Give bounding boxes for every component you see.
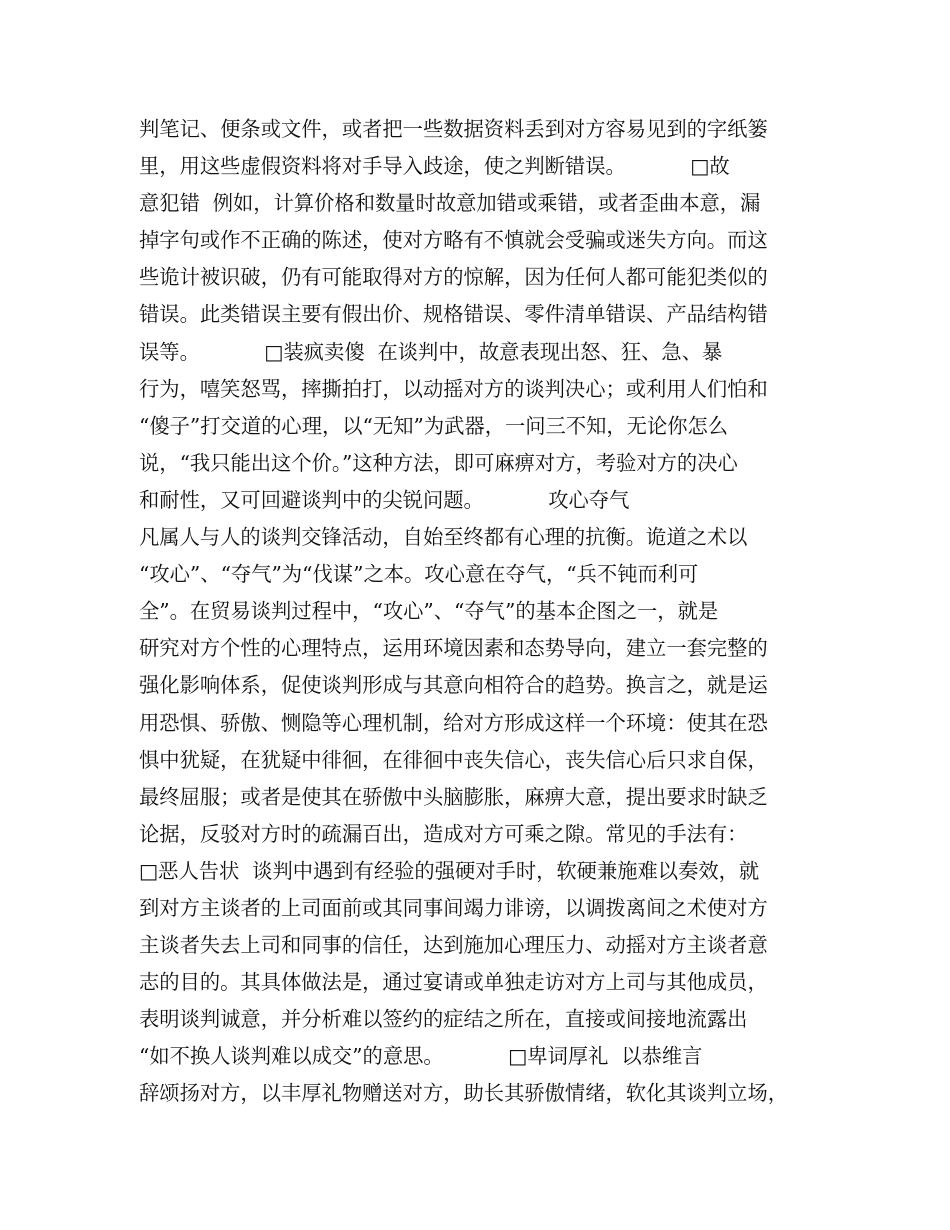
text-line: 凡属人与人的谈判交锋活动，自始至终都有心理的抗衡。诡道之术以	[139, 525, 748, 550]
text-line: 意犯错 例如，计算价格和数量时故意加错或乘错，或者歪曲本意，漏	[139, 191, 761, 216]
text-line: 主谈者失去上司和同事的信任，达到施加心理压力、动摇对方主谈者意	[139, 933, 768, 958]
text-line: 惧中犹疑，在犹疑中徘徊，在徘徊中丧失信心，丧失信心后只求自保，	[139, 747, 768, 772]
text-line: 和耐性，又可回避谈判中的尖锐问题。 攻心夺气	[139, 487, 630, 512]
text-line: 里，用这些虚假资料将对手导入歧途，使之判断错误。 □故	[139, 154, 730, 179]
text-line: 判笔记、便条或文件，或者把一些数据资料丢到对方容易见到的字纸篓	[139, 117, 768, 141]
text-line: 掉字句或作不正确的陈述，使对方略有不慎就会受骗或迷失方向。而这	[139, 228, 768, 253]
text-line: 到对方主谈者的上司面前或其同事间竭力诽谤，以调拨离间之术使对方	[139, 895, 768, 920]
text-line: 错误。此类错误主要有假出价、规格错误、零件清单错误、产品结构错	[139, 302, 768, 327]
text-line: 些诡计被识破，仍有可能取得对方的惊解，因为任何人都可能犯类似的	[139, 265, 768, 290]
text-line: 最终屈服；或者是使其在骄傲中头脑膨胀，麻痹大意，提出要求时缺乏	[139, 784, 768, 809]
text-line: 表明谈判诚意，并分析难以签约的症结之所在，直接或间接地流露出	[139, 1007, 748, 1032]
text-line: 研究对方个性的心理特点，运用环境因素和态势导向，建立一套完整的	[139, 636, 768, 661]
text-line: “攻心”、“夺气”为“伐谋”之本。攻心意在夺气，“兵不钝而利可	[139, 562, 699, 587]
text-line: 志的目的。其具体做法是，通过宴请或单独走访对方上司与其他成员，	[139, 970, 768, 995]
text-line: 行为，嘻笑怒骂，摔撕拍打，以动摇对方的谈判决心；或利用人们怕和	[139, 376, 768, 401]
text-line: 全”。在贸易谈判过程中，“攻心”、“夺气”的基本企图之一，就是	[139, 599, 719, 624]
text-line: 误等。 □装疯卖傻 在谈判中，故意表现出怒、狂、急、暴	[139, 339, 723, 364]
text-line: 强化影响体系，促使谈判形成与其意向相符合的趋势。换言之，就是运	[139, 673, 768, 698]
text-line: □恶人告状 谈判中遇到有经验的强硬对手时，软硬兼施难以奏效，就	[139, 858, 760, 883]
text-line: 辞颂扬对方，以丰厚礼物赠送对方，助长其骄傲情绪，软化其谈判立场，	[139, 1081, 789, 1106]
text-line: 论据，反驳对方时的疏漏百出，造成对方可乘之隙。常见的手法有：	[139, 821, 748, 846]
text-line: 用恐惧、骄傲、恻隐等心理机制，给对方形成这样一个环境：使其在恐	[139, 710, 768, 735]
text-line: “如不换人谈判难以成交”的意思。 □卑词厚礼 以恭维言	[139, 1044, 703, 1069]
text-line: 说，“我只能出这个价。”这种方法，即可麻痹对方，考验对方的决心	[139, 450, 738, 475]
body-text	[139, 111, 829, 1113]
text-line: “傻子”打交道的心理，以“无知”为武器，一问三不知，无论你怎么	[139, 413, 729, 438]
